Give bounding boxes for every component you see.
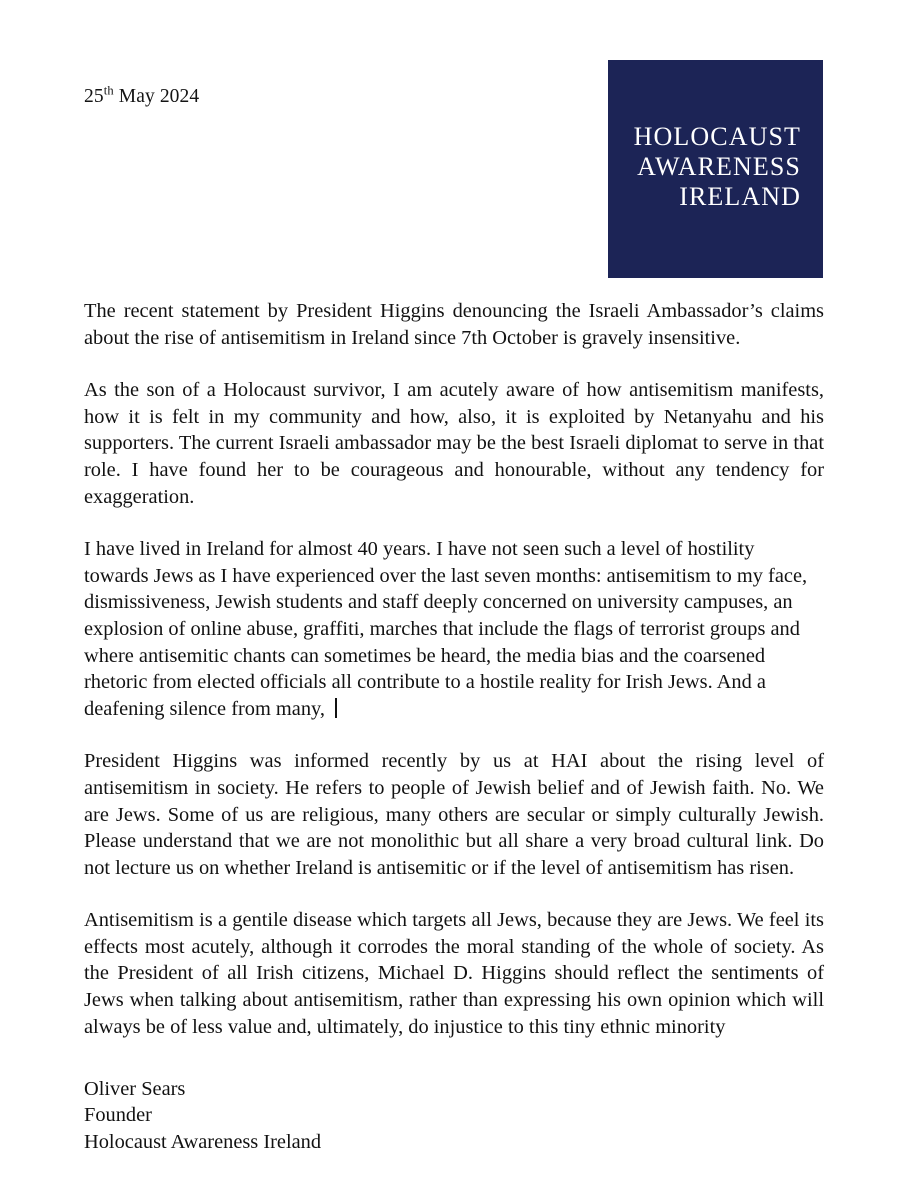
- paragraph-3: [84, 536, 824, 722]
- text-cursor-caret: [335, 698, 337, 718]
- letter-date: [84, 83, 200, 108]
- paragraph-2: As the son of a Holocaust survivor, I am acutely aware of how antisemitism manifests, how it is felt in my community and how, also, it is exploited by Netanyahu and his supporters. The current Israeli ambassador may be the best Israeli diplomat to serve in that role. I have found her to be courageous and honourable, without any tendency for exaggeration.: [84, 379, 824, 508]
- signature-name: Oliver Sears: [84, 1078, 186, 1100]
- letterhead: [0, 0, 906, 290]
- logo-line-awareness: AWARENESS: [637, 151, 801, 181]
- paragraph-3-text: I have lived in Ireland for almost 40 years. I have not seen such a level of hostility towards Jews as I have experienced over the last seven months: antisemitism to my face, dismissiveness, Jewish students and staff deeply concerned on university campuses, an explosion of online abuse, graffiti, marches that include the flags of terrorist groups and where antisemitic chants can sometimes be heard, the media bias and the coarsened rhetoric from elected officials all contribute to a hostile reality for Irish Jews. And a deafening silence from many,: [84, 538, 808, 720]
- paragraph-5: Antisemitism is a gentile disease which targets all Jews, because they are Jews. We feel its effects most acutely, although it corrodes the moral standing of the whole of society. As the President of all Irish citizens, Michael D. Higgins should reflect the sentiments of Jews when talking about antisemitism, rather than expressing his own opinion which will always be of less value and, ultimately, do injustice to this tiny ethnic minority: [84, 909, 824, 1038]
- letter-date-day: 25: [84, 86, 104, 107]
- letter-date-ordinal: th: [103, 83, 114, 98]
- logo-line-ireland: IRELAND: [679, 182, 801, 212]
- signature-role: Founder: [84, 1104, 152, 1127]
- paragraph-4: President Higgins was informed recently by us at HAI about the rising level of antisemitism in society. He refers to people of Jewish belief and of Jewish faith. No. We are Jews. Some of us are religious, many others are secular or simply culturally Jewish. Please understand that we are not monolithic but all share a very broad cultural link. Do not lecture us on whether Ireland is antisemitic or if the level of antisemitism has risen.: [84, 750, 824, 879]
- organisation-logo: [608, 60, 823, 278]
- signature-block: [84, 1076, 321, 1155]
- signature-organisation: Holocaust Awareness Ireland: [84, 1130, 322, 1153]
- logo-line-holocaust: HOLOCAUST: [633, 121, 801, 151]
- paragraph-1: The recent statement by President Higgins denouncing the Israeli Ambassador’s claims about the rise of antisemitism in Ireland since 7th October is gravely insensitive.: [84, 300, 824, 349]
- letter-date-month-year: May 2024: [113, 86, 200, 107]
- letter-body[interactable]: [84, 298, 824, 1066]
